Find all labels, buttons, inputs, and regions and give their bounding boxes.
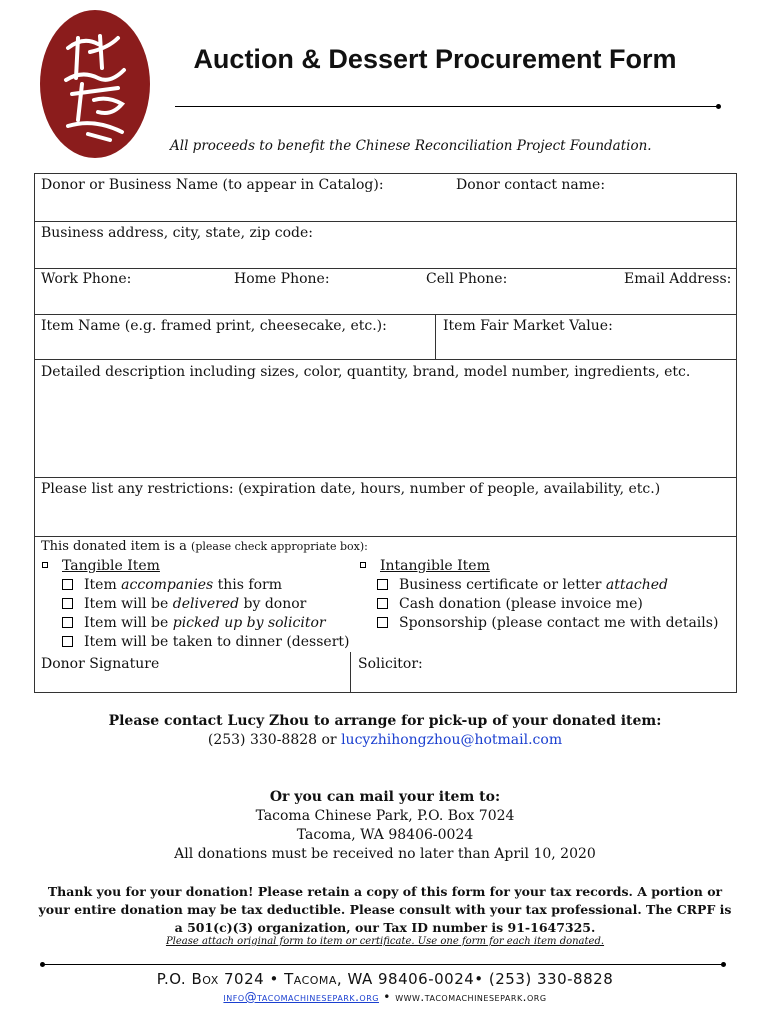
- signature-field[interactable]: Donor Signature: [41, 656, 160, 672]
- checkbox-icon[interactable]: [62, 598, 73, 609]
- checkbox-icon[interactable]: [377, 617, 388, 628]
- subtitle: All proceeds to benefit the Chinese Reconciliation Project Foundation.: [170, 138, 652, 154]
- donor-name-field[interactable]: Donor or Business Name (to appear in Catalog):: [41, 177, 384, 193]
- mail-line-2: Tacoma, WA 98406-0024: [296, 827, 474, 843]
- contact-heading: Please contact Lucy Zhou to arrange for pick-up of your donated item:: [108, 713, 662, 729]
- page-title: Auction & Dessert Procurement Form: [193, 44, 677, 74]
- item-name-field[interactable]: Item Name (e.g. framed print, cheesecake, etc.):: [41, 318, 387, 334]
- footer-address: P.O. Box 7024 • Tacoma, WA 98406-0024• (253) 330-8828: [156, 970, 614, 988]
- intangible-item-option[interactable]: Intangible Item: [360, 558, 490, 574]
- description-field[interactable]: Detailed description including sizes, color, quantity, brand, model number, ingredients, etc.: [41, 364, 691, 380]
- footer-website[interactable]: www.tacomachinesepark.org: [395, 990, 547, 1004]
- item-type-prompt: This donated item is a (please check appropriate box):: [41, 539, 368, 554]
- home-phone-field[interactable]: Home Phone:: [234, 271, 330, 287]
- footer-rule-dot-right: [721, 962, 726, 967]
- checkbox-icon[interactable]: [377, 598, 388, 609]
- footer-rule: [43, 964, 723, 965]
- tangible-option-dinner[interactable]: Item will be taken to dinner (dessert): [62, 634, 350, 650]
- thanks-line-3: a 501(c)(3) organization, our Tax ID number is 91-1647325.: [174, 920, 596, 935]
- intangible-option-cash[interactable]: Cash donation (please invoice me): [377, 596, 643, 612]
- mail-deadline: All donations must be received no later than April 10, 2020: [174, 846, 596, 862]
- tangible-option-accompanies[interactable]: Item accompanies this form: [62, 577, 282, 593]
- title-rule: [175, 106, 718, 107]
- footer-email-link[interactable]: info@tacomachinesepark.org: [223, 990, 379, 1004]
- logo-seal-icon: [38, 8, 152, 160]
- tangible-item-option[interactable]: Tangible Item: [42, 558, 160, 574]
- mail-line-1: Tacoma Chinese Park, P.O. Box 7024: [255, 808, 515, 824]
- tangible-option-delivered[interactable]: Item will be delivered by donor: [62, 596, 306, 612]
- checkbox-icon[interactable]: [62, 636, 73, 647]
- footer-links: info@tacomachinesepark.org • www.tacomachinesepark.org: [223, 990, 547, 1004]
- item-value-field[interactable]: Item Fair Market Value:: [443, 318, 613, 334]
- title-rule-dot: [716, 104, 721, 109]
- intangible-option-certificate[interactable]: Business certificate or letter attached: [377, 577, 668, 593]
- contact-email-link[interactable]: lucyzhihongzhou@hotmail.com: [341, 732, 563, 748]
- donor-contact-field[interactable]: Donor contact name:: [456, 177, 606, 193]
- checkbox-icon[interactable]: [62, 579, 73, 590]
- contact-line: (253) 330-8828 or lucyzhihongzhou@hotmail.com: [207, 732, 563, 748]
- thanks-line-2: your entire donation may be tax deductible. Please consult with your tax professional. The CRPF is: [38, 902, 732, 917]
- checkbox-icon[interactable]: [62, 617, 73, 628]
- tangible-option-picked-up[interactable]: Item will be picked up by solicitor: [62, 615, 326, 631]
- solicitor-field[interactable]: Solicitor:: [358, 656, 423, 672]
- address-field[interactable]: Business address, city, state, zip code:: [41, 225, 313, 241]
- bullet-box-icon: [360, 562, 366, 568]
- attach-note: Please attach original form to item or certificate. Use one form for each item donated.: [165, 936, 605, 947]
- work-phone-field[interactable]: Work Phone:: [41, 271, 132, 287]
- mail-heading: Or you can mail your item to:: [269, 789, 501, 805]
- restrictions-field[interactable]: Please list any restrictions: (expiration date, hours, number of people, availability, etc.): [41, 481, 661, 497]
- intangible-option-sponsorship[interactable]: Sponsorship (please contact me with details): [377, 615, 718, 631]
- email-field[interactable]: Email Address:: [624, 271, 732, 287]
- checkbox-icon[interactable]: [377, 579, 388, 590]
- bullet-box-icon: [42, 562, 48, 568]
- thanks-line-1: Thank you for your donation! Please retain a copy of this form for your tax records. A portion or: [47, 884, 723, 899]
- cell-phone-field[interactable]: Cell Phone:: [426, 271, 508, 287]
